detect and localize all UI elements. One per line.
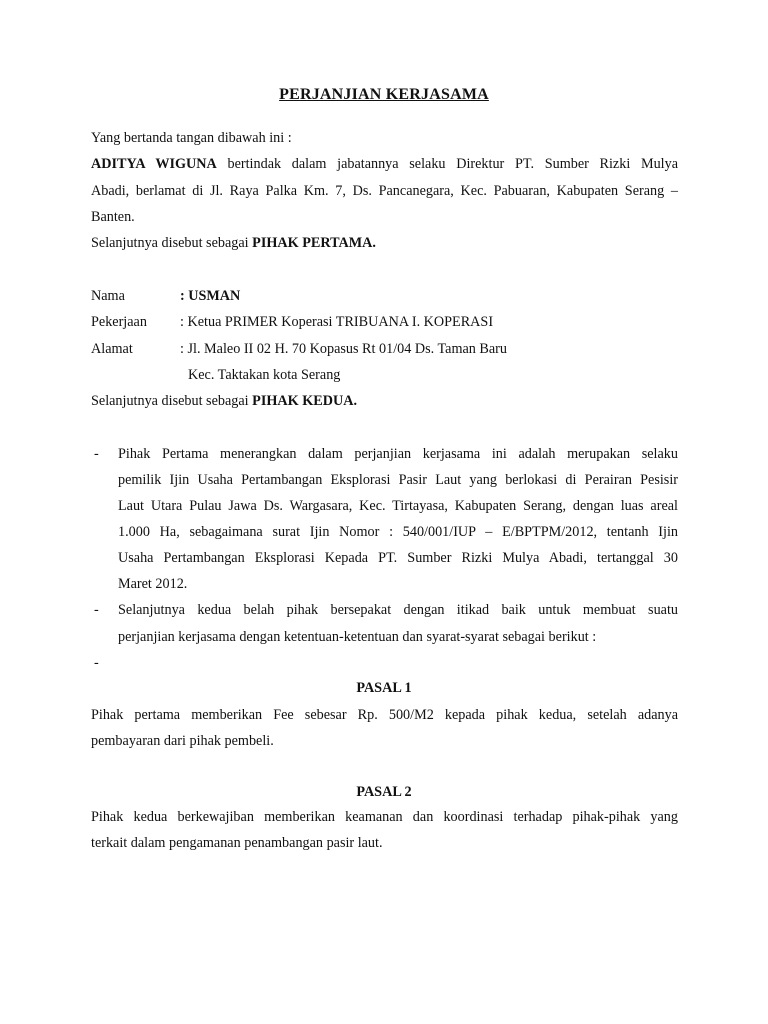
bullet-marker-2: - <box>94 602 99 618</box>
bullet-1-line-1: Pihak Pertama menerangkan dalam perjanjian kerjasama ini adalah merupakan selaku <box>118 446 678 462</box>
bullet-1-line-2: pemilik Ijin Usaha Pertambangan Eksplorasi Pasir Laut yang berlokasi di Perairan Pesisir <box>118 472 678 488</box>
nama-value: : USMAN <box>180 288 241 304</box>
party2-reference <box>91 391 357 411</box>
party1-line-1 <box>91 154 678 174</box>
party1-reference <box>91 233 376 253</box>
bullet-marker-3: - <box>94 655 99 671</box>
party1-line-1-text: bertindak dalam jabatannya selaku Direktur PT. Sumber Rizki Mulya <box>216 156 679 172</box>
intro-text: Yang bertanda tangan dibawah ini : <box>91 130 292 146</box>
bullet-2-line-1: Selanjutnya kedua belah pihak bersepakat dengan itikad baik untuk membuat suatu <box>118 602 678 618</box>
bullet-1-line-5: Usaha Pertambangan Eksplorasi Kepada PT. Sumber Rizki Mulya Abadi, tertanggal 30 <box>118 550 678 566</box>
party1-ref-prefix: Selanjutnya disebut sebagai <box>91 235 253 251</box>
pasal-1-line-1: Pihak pertama memberikan Fee sebesar Rp. 500/M2 kepada pihak kedua, setelah adanya <box>91 707 678 723</box>
party1-name: ADITYA WIGUNA <box>91 156 217 172</box>
bullet-1-line-3: Laut Utara Pulau Jawa Ds. Wargasara, Kec. Tirtayasa, Kabupaten Serang, dengan luas areal <box>118 498 678 514</box>
alamat-value-line-2: Kec. Taktakan kota Serang <box>188 367 341 383</box>
bullet-1-line-4: 1.000 Ha, sebagaimana surat Ijin Nomor : 540/001/IUP – E/BPTPM/2012, tentanh Ijin <box>118 524 678 540</box>
bullet-marker-1: - <box>94 446 99 462</box>
pasal-2-line-1: Pihak kedua berkewajiban memberikan keamanan dan koordinasi terhadap pihak-pihak yang <box>91 809 678 825</box>
pasal-1-line-2: pembayaran dari pihak pembeli. <box>91 733 274 749</box>
party2-ref-bold: PIHAK KEDUA. <box>252 393 357 409</box>
bullet-2-line-2: perjanjian kerjasama dengan ketentuan-ketentuan dan syarat-syarat sebagai berikut : <box>118 629 597 645</box>
bullet-1-line-6: Maret 2012. <box>118 576 188 592</box>
alamat-value: : Jl. Maleo II 02 H. 70 Kopasus Rt 01/04 Ds. Taman Baru <box>180 341 507 357</box>
pasal-2-heading: PASAL 2 <box>356 784 412 800</box>
nama-label: Nama <box>91 288 125 304</box>
party2-ref-prefix: Selanjutnya disebut sebagai <box>91 393 253 409</box>
pekerjaan-value: : Ketua PRIMER Koperasi TRIBUANA I. KOPERASI <box>180 314 494 330</box>
pasal-2-line-2: terkait dalam pengamanan penambangan pasir laut. <box>91 835 383 851</box>
alamat-label: Alamat <box>91 341 133 357</box>
document-title: PERJANJIAN KERJASAMA <box>279 86 489 103</box>
party1-line-3: Banten. <box>91 209 135 225</box>
party1-ref-bold: PIHAK PERTAMA. <box>252 235 376 251</box>
pekerjaan-label: Pekerjaan <box>91 314 147 330</box>
party1-line-2: Abadi, berlamat di Jl. Raya Palka Km. 7, Ds. Pancanegara, Kec. Pabuaran, Kabupaten Serang – <box>91 183 678 199</box>
pasal-1-heading: PASAL 1 <box>356 680 412 696</box>
